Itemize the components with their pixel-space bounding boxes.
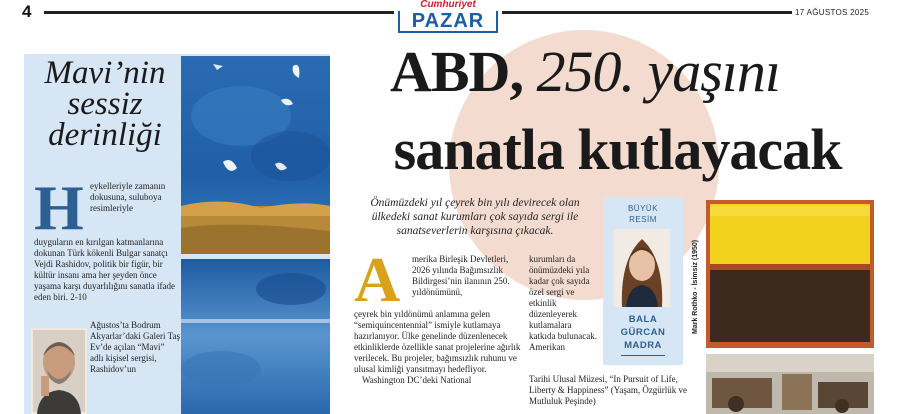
column-label-line-1: BÜYÜK xyxy=(627,204,659,213)
main-article-subtitle: Önümüzdeki yıl çeyrek bin yılı devirecek olan ülkedeki sanat kurumları çok sayıda sergi ile sanatseverlerin karşısına çıkacak. xyxy=(370,197,580,237)
columnist-name-line-3: MADRA xyxy=(624,340,662,351)
artist-portrait-photo xyxy=(31,328,87,414)
page-number: 4 xyxy=(22,2,32,21)
left-article-body-1: eykelleriyle zamanın dokusuna, suluboya resimleriyle xyxy=(90,181,166,213)
blue-watercolor-painting-bottom xyxy=(181,259,330,414)
main-drop-cap: A xyxy=(354,244,401,315)
main-article-body-col2: kurumları da önümüzdeki yıla kadar çok sayıda özel sergi ve etkinlik düzenleyerek kutlamalara katkıda bulunacak. Amerikan xyxy=(529,254,597,352)
left-article-body-2: duyguların en kırılgan katmanlarına dokunan Türk kökenli Bulgar sanatçı Vejdi Rashidov, politik bir figür, bir kültür insanı ama her şeyden önce yaşama karşı duyarlılığını sanatla ifade eden biri. 2-10 xyxy=(34,237,175,302)
columnist-name-line-1: BALA xyxy=(628,314,658,325)
column-label xyxy=(603,203,683,225)
left-article-title[interactable] xyxy=(30,55,180,153)
main-article-body-3-text: Washington DC’deki National xyxy=(362,375,472,385)
headline-part-abd: ABD, xyxy=(389,39,537,104)
column-label-line-2: RESİM xyxy=(629,215,657,224)
logo-main-text: PAZAR xyxy=(398,11,498,33)
issue-date: 17 AĞUSTOS 2025 xyxy=(795,8,870,17)
main-article-body-2-text: çeyrek bin yıldönümü anlamına gelen “semiquincentennial” ismiyle kutlamaya hazırlanıyor. Ülke genelinde düzenlenecek etkinliklerde özellikle sanat projelerine ağırlık verilecek. Bu projeler, bağımsızlık ruhunu ve ulusal kimliği yansıtmayı hedefliyor. xyxy=(354,309,521,374)
header-rule-left xyxy=(44,11,394,14)
columnist-box[interactable] xyxy=(603,197,683,365)
main-article-body-col2-cont: Tarihi Ulusal Müzesi, “In Pursuit of Life, Liberty & Happiness” (Yaşam, Özgürlük ve Mutluluk Peşinde) xyxy=(529,374,688,406)
rothko-painting xyxy=(706,200,874,348)
columnist-photo xyxy=(614,229,670,307)
left-article-panel xyxy=(24,54,330,414)
columnist-name-line-2: GÜRCAN xyxy=(620,327,666,338)
left-title-line-1: Mavi’nin xyxy=(44,55,166,91)
columnist-rule xyxy=(621,355,665,356)
main-headline-line-1[interactable] xyxy=(345,39,825,104)
left-drop-cap: H xyxy=(34,172,84,243)
columnist-name xyxy=(603,313,683,352)
museum-exhibit-photo xyxy=(706,354,874,414)
main-article-body-1: merika Birleşik Devletleri, 2026 yılında Bağımsızlık Bildirgesi’nin ilanının 250. yıldönümünü, xyxy=(412,254,510,297)
header-rule-right xyxy=(502,11,792,14)
left-article-body-3: Ağustos’ta Bodrum Akyarlar’daki Galeri Taş Ev’de açılan “Mavi” adlı kişisel sergisi, Rashidov’un xyxy=(90,320,180,374)
left-title-line-3: derinliği xyxy=(48,117,162,153)
page-header xyxy=(0,0,905,36)
logo-top-text: Cumhuriyet xyxy=(420,0,476,10)
newspaper-logo[interactable] xyxy=(398,0,498,34)
blue-watercolor-painting-top xyxy=(181,56,330,254)
headline-part-250: 250. yaşını xyxy=(536,39,780,104)
main-article-body-2 xyxy=(354,309,524,386)
left-title-line-2: sessiz xyxy=(67,86,143,122)
main-headline-line-2[interactable]: sanatla kutlayacak xyxy=(393,117,842,182)
rothko-caption: Mark Rothko - İsimsiz (1950) xyxy=(692,239,699,334)
